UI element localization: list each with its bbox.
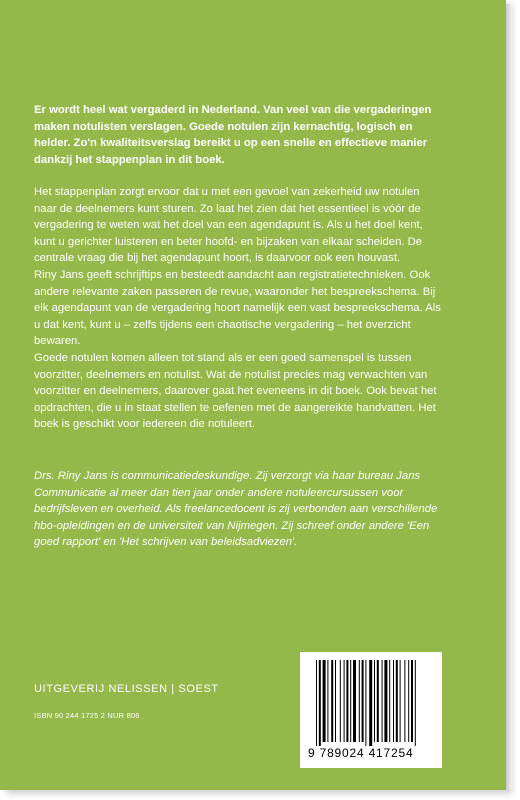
barcode-bar [344, 660, 345, 742]
barcode-bar [335, 660, 336, 742]
barcode-bar [365, 660, 366, 746]
barcode-bar [346, 660, 348, 742]
page-edge-shadow [506, 4, 512, 790]
barcode-bar [327, 660, 328, 742]
barcode-bar [323, 660, 326, 742]
barcode-bar [369, 660, 372, 746]
barcode-bar [396, 660, 398, 742]
description-paragraph-3: Goede notulen komen alleen tot stand als er een goed samenspel is tussen voorzitter, deelnemers en notulist. Wat de notulist precies mag verwachten van voorzitter en deelnemers, daarover gaat het eveneens in dit boek. Ook bevat het opdrachten, die u in staat stellen te oefenen met de aangereikte handvatten. Het boek is geschikt voor iedereen die notuleert. [34, 351, 437, 431]
barcode-bar [340, 660, 341, 742]
barcode-bar [331, 660, 333, 742]
barcode-bar [393, 660, 394, 742]
barcode-bar [316, 660, 317, 746]
barcode-bar [400, 660, 401, 742]
isbn-line: ISBN 90 244 1725 2 NUR 806 [34, 711, 140, 720]
barcode-bar [377, 660, 379, 742]
barcode-bar [362, 660, 364, 742]
barcode-bar [389, 660, 390, 742]
barcode-bar [404, 660, 405, 742]
barcode-bar [374, 660, 375, 742]
barcode-bar [359, 660, 360, 742]
barcode-bar [415, 660, 416, 746]
author-bio: Drs. Riny Jans is communicatiedeskundige. Zij verzorgt via haar bureau Jans Communicatie al meer dan tien jaar onder andere notuleercursussen voor bedrijfsleven en overheid. Als freelancedocent is zij verbonden aan verschillende hbo-opleidingen en de universiteit van Nijmegen. Zij schreef onder andere 'Een goed rapport' en 'Het schrijven van beleidsadviezen'. [34, 470, 438, 549]
barcode-digits: 9 789024 417254 [308, 746, 414, 760]
barcode [300, 652, 442, 768]
intro-text: Er wordt heel wat vergaderd in Nederland. Van veel van die vergaderingen maken notulisten verslagen. Goede notulen zijn kernachtig, logisch en helder. Zo'n kwaliteitsverslag bereikt u op een snelle en effectieve manier dankzij het stappenplan in dit boek. [34, 104, 432, 166]
publisher-name: UITGEVERIJ NELISSEN | SOEST [34, 683, 219, 695]
description-paragraph-2: Riny Jans geeft schrijftips en besteedt aandacht aan registratietechnieken. Ook andere relevante zaken passeren de revue, waaronder het bespreekschema. Bij elk agendapunt van de vergadering hoort namelijk een vast bespreekschema. Als u dat kent, kunt u – zelfs tijdens een chaotische vergadering – het overzicht bewaren. [34, 268, 441, 348]
barcode-bar [353, 660, 356, 742]
barcode-bar [408, 660, 409, 742]
barcode-bar [382, 660, 383, 742]
description-body [34, 184, 442, 433]
description-paragraph-1: Het stappenplan zorgt ervoor dat u met een gevoel van zekerheid uw notulen naar de deelnemers kunt sturen. Zo laat het zien dat het essentieel is vóór de vergadering te weten wat het doel van een agendapunt is. Als u het doel kent, kunt u gerichter luisteren en beter hoofd- en bijzaken van elkaar scheiden. De centrale vraag die bij het agendapunt hoort, is daarvoor ook een houvast. [34, 186, 423, 265]
barcode-bar [319, 660, 321, 746]
barcode-bar [350, 660, 351, 742]
barcode-bar [411, 660, 413, 742]
barcode-bar [384, 660, 387, 742]
